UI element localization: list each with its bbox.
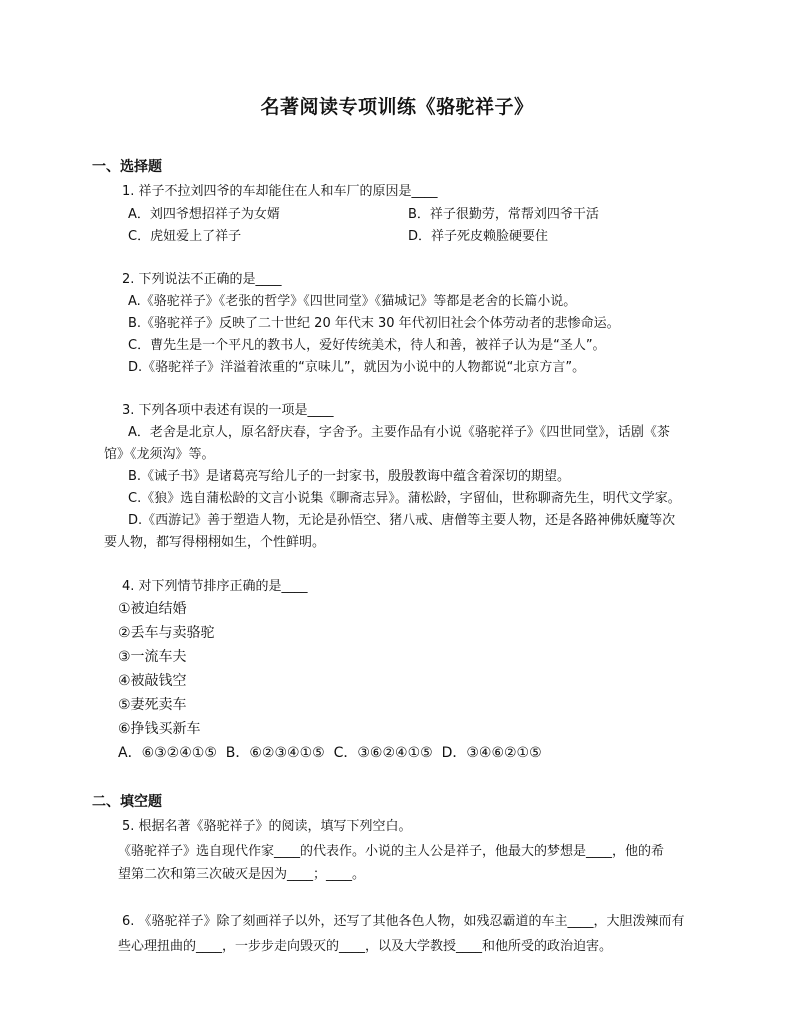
question-2-option-d: D.《骆驼祥子》洋溢着浓重的“京味儿”，就因为小说中的人物都说“北京方言”。 <box>128 360 586 375</box>
section-heading-choice: 一、选择题 <box>92 159 162 175</box>
question-4-stem: 4. 对下列情节排序正确的是____ <box>122 579 308 594</box>
question-1-option-a: A．刘四爷想招祥子为女婿 <box>128 207 280 222</box>
section-heading-fill: 二、填空题 <box>92 794 162 810</box>
question-3-option-d: D.《西游记》善于塑造人物，无论是孙悟空、猪八戒、唐僧等主要人物，还是各路神佛妖魔等次 <box>128 513 676 528</box>
page-title: 名著阅读专项训练《骆驼祥子》 <box>260 96 534 118</box>
question-1-option-b: B．祥子很勤劳，常帮刘四爷干活 <box>408 207 599 222</box>
question-1-stem: 1. 祥子不拉刘四爷的车却能住在人和车厂的原因是____ <box>122 184 438 199</box>
question-2-stem: 2. 下列说法不正确的是____ <box>122 272 282 287</box>
question-6-line-1: 6. 《骆驼祥子》除了刻画祥子以外，还写了其他各色人物，如残忍霸道的车主____，大胆泼辣而有 <box>122 914 685 929</box>
question-4-options: A．⑥③②④①⑤ B．⑥②③④①⑤ C．③⑥②④①⑤ D．③④⑥②①⑤ <box>118 745 542 761</box>
question-2-option-c: C．曹先生是一个平凡的教书人，爱好传统美术，待人和善，被祥子认为是“圣人”。 <box>128 338 606 353</box>
question-3-option-d-cont: 要人物，都写得栩栩如生，个性鲜明。 <box>104 535 326 550</box>
question-3-option-a-cont: 馆》《龙须沟》等。 <box>104 447 215 462</box>
plot-item: ①被迫结婚 <box>118 601 187 617</box>
question-5-line-2: 望第二次和第三次破灭是因为____；____。 <box>118 867 366 882</box>
plot-item: ⑤妻死卖车 <box>118 697 187 713</box>
question-3-option-c: C.《狼》选自蒲松龄的文言小说集《聊斋志异》。蒲松龄，字留仙，世称聊斋先生，明代文学家。 <box>128 491 681 506</box>
question-2-option-a: A.《骆驼祥子》《老张的哲学》《四世同堂》《猫城记》等都是老舍的长篇小说。 <box>128 294 577 309</box>
plot-item: ④被敲钱空 <box>118 673 187 689</box>
question-3-option-a: A．老舍是北京人，原名舒庆春，字舍予。主要作品有小说《骆驼祥子》《四世同堂》，话剧《茶 <box>128 425 670 440</box>
plot-item: ⑥挣钱买新车 <box>118 721 201 737</box>
question-6-line-2: 些心理扭曲的____，一步步走向毁灭的____，以及大学教授____和他所受的政治迫害。 <box>118 939 613 954</box>
question-1-option-c: C．虎妞爱上了祥子 <box>128 229 242 244</box>
question-3-option-b: B.《诫子书》是诸葛亮写给儿子的一封家书，殷殷教诲中蕴含着深切的期望。 <box>128 469 571 484</box>
question-5-line-1: 《骆驼祥子》选自现代作家____的代表作。小说的主人公是祥子，他最大的梦想是____，他的希 <box>118 844 665 859</box>
question-3-stem: 3. 下列各项中表述有误的一项是____ <box>122 403 334 418</box>
question-5-stem: 5. 根据名著《骆驼祥子》的阅读，填写下列空白。 <box>122 819 412 834</box>
plot-item: ②丢车与卖骆驼 <box>118 625 215 641</box>
plot-item: ③一流车夫 <box>118 649 187 665</box>
question-2-option-b: B.《骆驼祥子》反映了二十世纪 20 年代末 30 年代初旧社会个体劳动者的悲惨命运。 <box>128 316 620 331</box>
question-1-option-d: D．祥子死皮赖脸硬要住 <box>408 229 549 244</box>
